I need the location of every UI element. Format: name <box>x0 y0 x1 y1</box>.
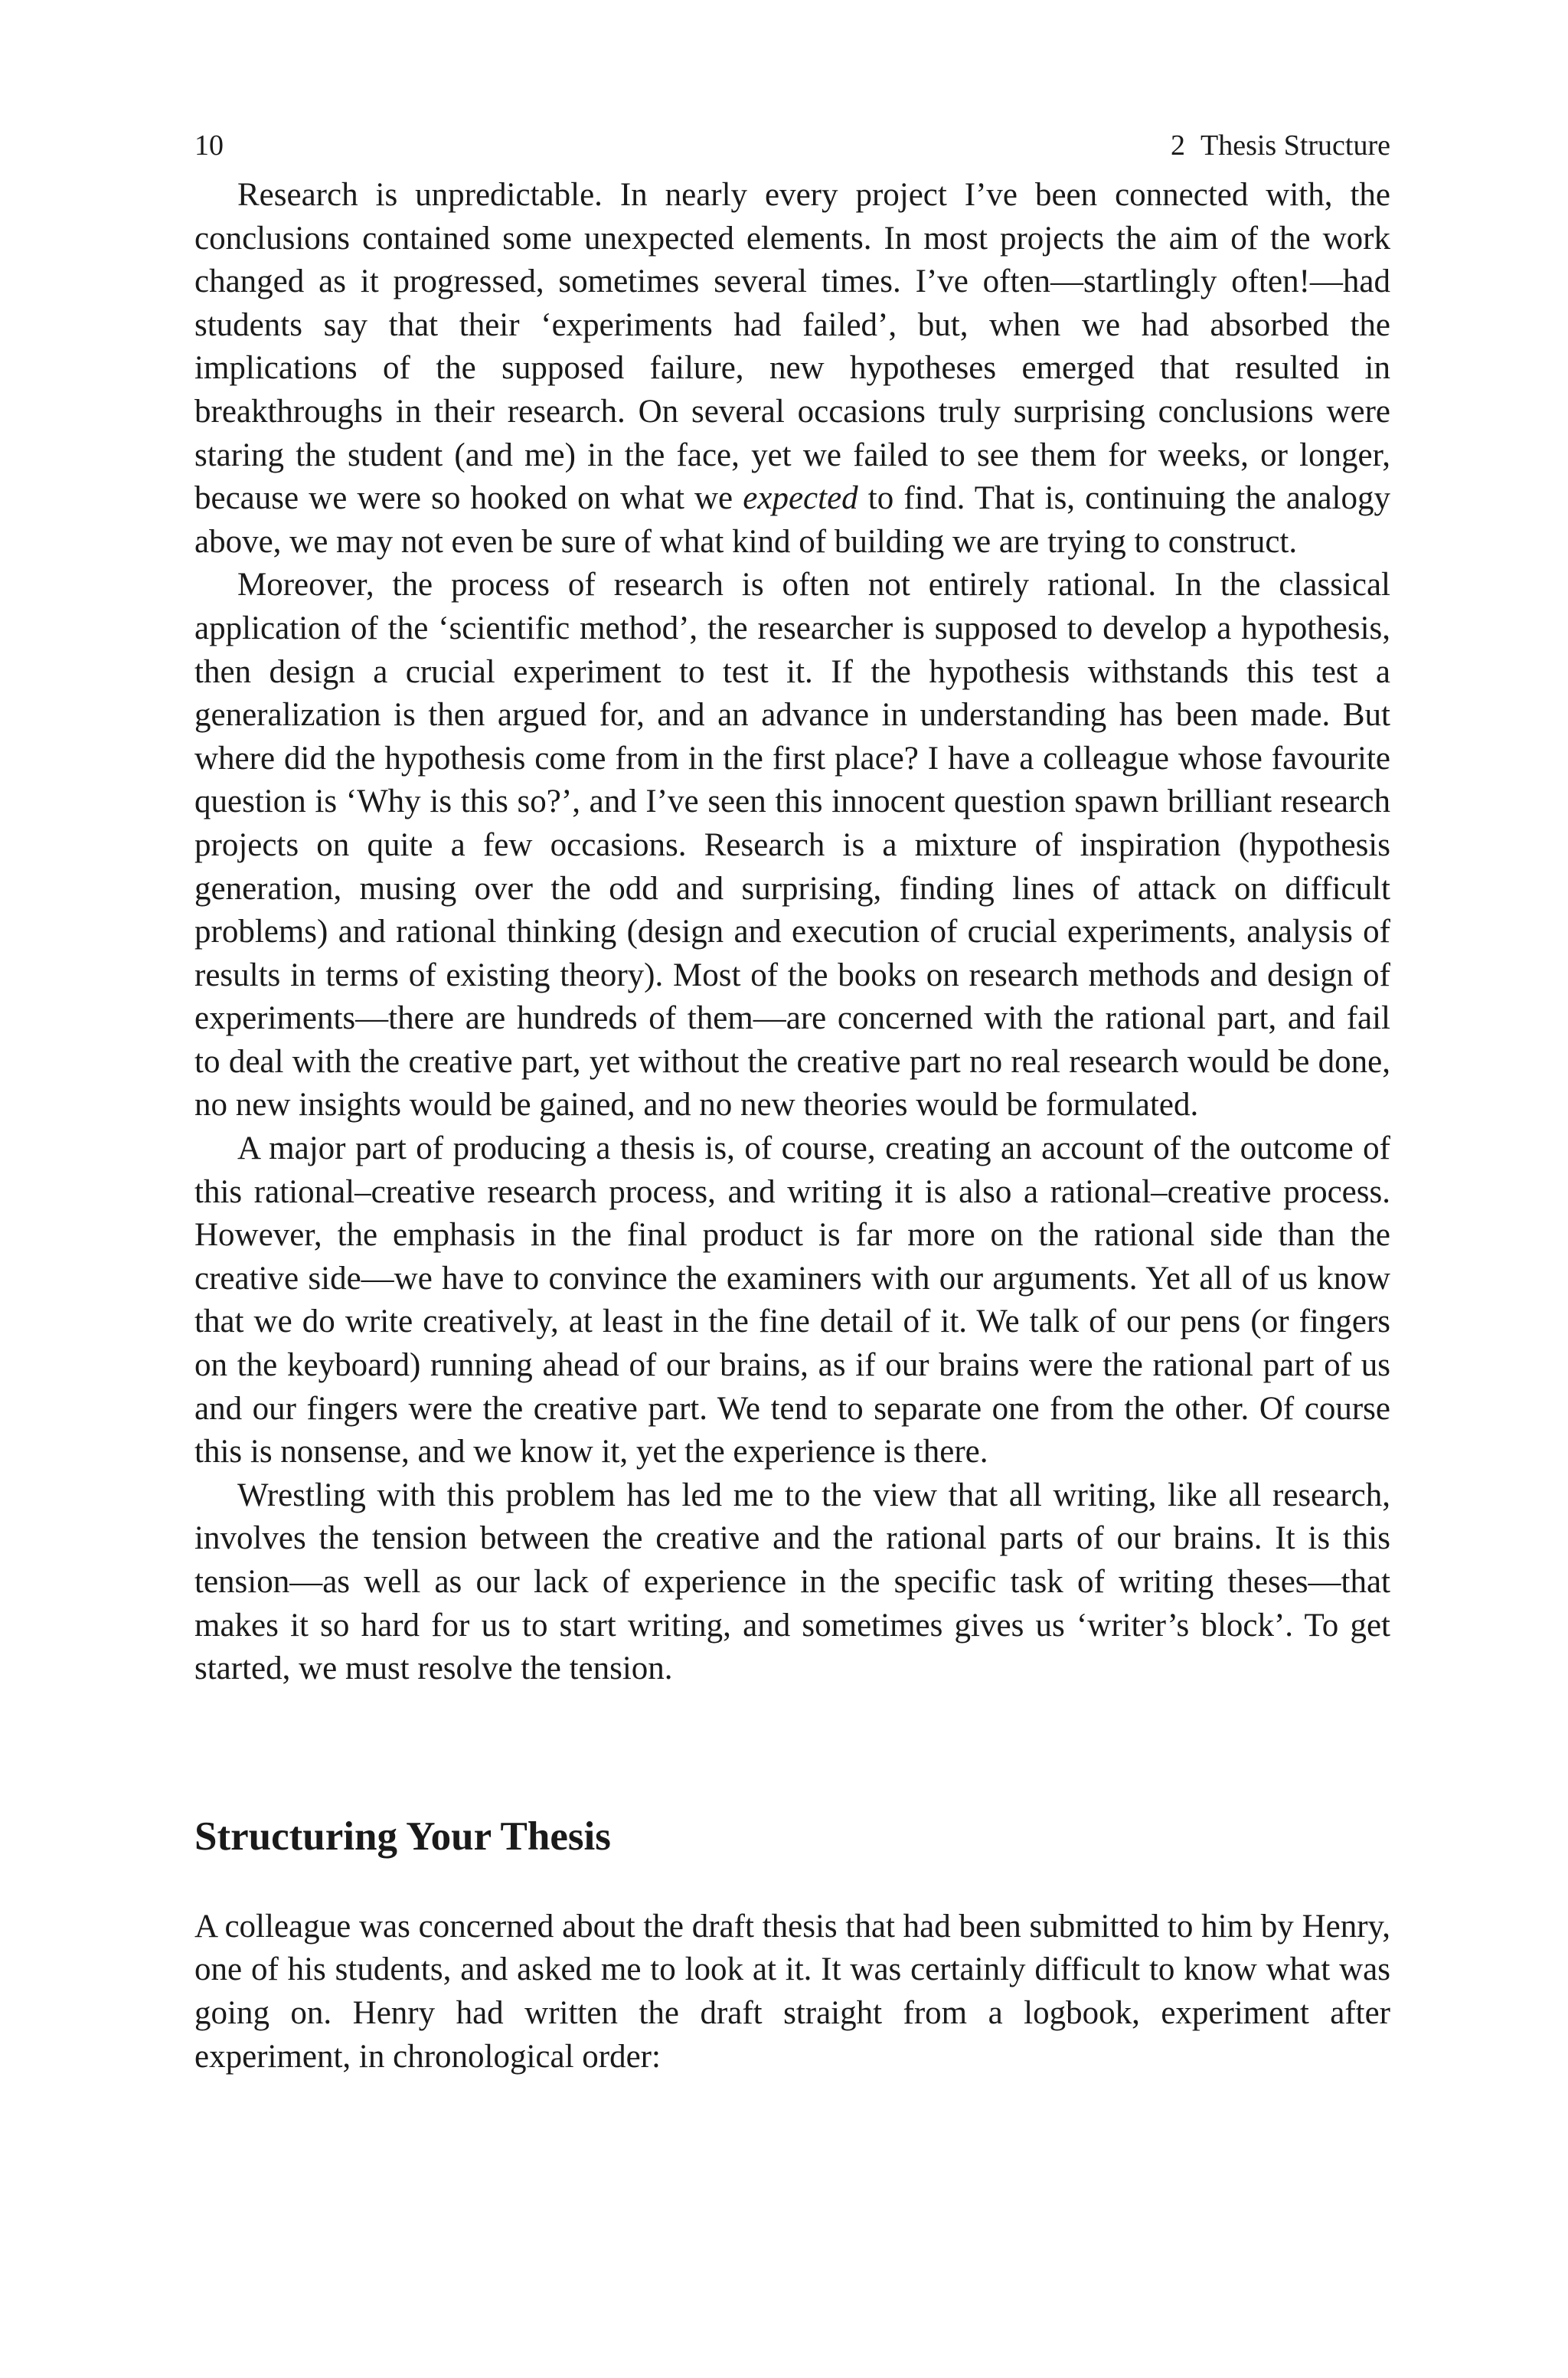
emphasis-expected: expected <box>743 480 858 517</box>
paragraph-colleague: A colleague was concerned about the draft thesis that had been submitted to him by Henry, one of his students, and asked me to look at it. It was certainly difficult to know what was going on. Henry had written the draft straight from a logbook, experiment after experiment, in chronological order: <box>194 1908 1390 2075</box>
chapter-title: Thesis Structure <box>1200 129 1390 162</box>
running-head-chapter <box>1171 123 1390 168</box>
paragraph-text: Research is unpredictable. In nearly every project I’ve been connected with, the conclusions contained some unexpected elements. In most projects the aim of the work changed as it progressed, sometimes several times. I’ve often—startlingly often!—had students say that their ‘experiments had failed’, but, when we had absorbed the implications of the supposed failure, new hypotheses emerged that resulted in breakthroughs in their research. On several occasions truly surprising conclusions were staring the student (and me) in the face, yet we failed to see them for weeks, or longer, because we were so hooked on what we <box>194 177 1390 517</box>
body-text <box>194 174 1390 1691</box>
book-page <box>194 123 1390 2079</box>
chapter-number: 2 <box>1170 129 1185 162</box>
section-body <box>194 1905 1390 2079</box>
paragraph-text: to find. That is, continuing the analogy above, we may not even be sure of what kind of building we are trying to construct. <box>194 480 1390 560</box>
paragraph-tension: Wrestling with this problem has led me to the view that all writing, like all research, involves the tension between the creative and the rational parts of our brains. It is this tension—as well as our lack of experience in the specific task of writing theses—that makes it so hard for us to start writing, and sometimes gives us ‘writer’s block’. To get started, we must resolve the tension. <box>194 1477 1390 1687</box>
page-number: 10 <box>194 129 224 162</box>
section-heading: Structuring Your Thesis <box>194 1814 611 1859</box>
running-head <box>194 123 1390 168</box>
paragraph-rational-creative: A major part of producing a thesis is, of course, creating an account of the outcome of this rational–creative research process, and writing it is also a rational–creative process. However, the emphasis in the final product is far more on the rational side than the creative side—we have to convince the examiners with our arguments. Yet all of us know that we do write creatively, at least in the fine detail of it. We talk of our pens (or fingers on the keyboard) running ahead of our brains, as if our brains were the rational part of us and our fingers were the creative part. We tend to separate one from the other. Of course this is nonsense, and we know it, yet the experience is there. <box>194 1130 1390 1470</box>
paragraph-unpredictable <box>194 174 1390 564</box>
paragraph-rational: Moreover, the process of research is often not entirely rational. In the classical application of the ‘scientific method’, the researcher is supposed to develop a hypothesis, then design a crucial experiment to test it. If the hypothesis withstands this test a generalization is then argued for, and an advance in understanding has been made. But where did the hypothesis come from in the first place? I have a colleague whose favourite question is ‘Why is this so?’, and I’ve seen this innocent question spawn brilliant research projects on quite a few occasions. Research is a mixture of inspiration (hypothesis generation, musing over the odd and surprising, finding lines of attack on difficult problems) and rational thinking (design and execution of crucial experiments, analysis of results in terms of existing theory). Most of the books on research methods and design of experiments—there are hundreds of them—are concerned with the rational part, and fail to deal with the creative part, yet without the creative part no real research would be done, no new insights would be gained, and no new theories would be formulated. <box>194 567 1390 1124</box>
